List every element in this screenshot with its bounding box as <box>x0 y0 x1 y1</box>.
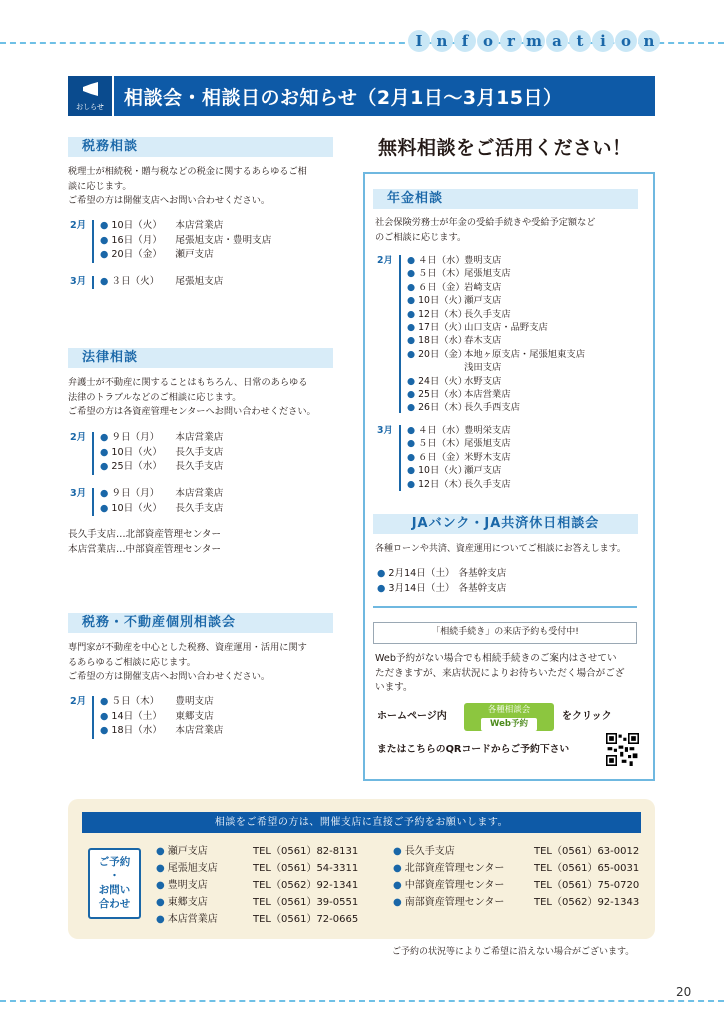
schedule-date: 10日（火） <box>418 465 468 477</box>
schedule-item: ● 25日（水） 長久手支店 <box>100 460 223 475</box>
schedule-place: 尾張旭支店 <box>175 276 224 287</box>
schedule-date: 14日（土） <box>111 710 162 722</box>
schedule-item: ● ４日（水）豊明栄支店 <box>407 425 511 436</box>
schedule-item: ● ５日（木）尾張旭支店 <box>407 438 511 450</box>
branch-name: 瀬戸支店 <box>167 846 208 857</box>
legal-description <box>68 376 343 420</box>
schedule-place: 本店営業店 <box>464 388 511 400</box>
branch-name: 中部資産管理センター <box>404 880 505 891</box>
schedule-place: 尾張旭支店 <box>464 438 511 450</box>
web-button-top-label: 各種相談会 <box>487 705 531 715</box>
pension-section-heading: 年金相談 <box>373 189 638 209</box>
schedule-item: ● 10日（火）瀬戸支店 <box>407 295 502 307</box>
branch-tel: TEL（0561）63-0012 <box>534 846 640 857</box>
schedule-place: 豊明支店 <box>175 696 214 707</box>
schedule-item: ● 10日（火） 長久手支店 <box>100 502 223 517</box>
schedule-date: 16日（月） <box>111 234 162 246</box>
tax-description <box>68 165 338 209</box>
schedule-place: 長久手支店 <box>175 461 224 472</box>
schedule-item: ● 12日（木）長久手支店 <box>407 478 511 490</box>
schedule-date: 20日（金） <box>111 249 162 260</box>
realestate-description <box>68 641 343 685</box>
footnote: ご予約の状況等によりご希望に沿えない場合がございます。 <box>392 947 635 957</box>
banner-letter: i <box>592 30 614 52</box>
banner-letter: n <box>638 30 660 52</box>
schedule-item: ● 26日（木）長久手西支店 <box>407 402 520 414</box>
branch-tel: TEL（0562）92-1343 <box>534 897 640 908</box>
schedule-place: 尾張旭支店・豊明支店 <box>175 234 272 246</box>
schedule-date: ５日（木） <box>418 438 465 450</box>
month-bar <box>92 432 94 475</box>
branch-tel: TEL（0561）39-0551 <box>253 897 359 908</box>
schedule-date: 17日（火） <box>418 321 468 333</box>
page-title-bar <box>68 76 655 116</box>
notice-icon-box <box>68 76 114 116</box>
holiday-list <box>377 566 506 596</box>
banner-letter: o <box>615 30 637 52</box>
month-bar <box>92 488 94 516</box>
schedule-item: ● 10日（火） 本店営業店 <box>100 219 271 234</box>
schedule-place: 長久手支店 <box>464 308 511 320</box>
schedule-date: 12日（木） <box>418 478 468 490</box>
reservation-label-line: ・ <box>109 870 120 882</box>
reservation-label-line: 合わせ <box>98 898 131 910</box>
schedule-place: 山口支店・品野支店 <box>464 321 548 333</box>
month-label: 2月 <box>70 220 87 231</box>
schedule-date: ５日（木） <box>111 696 160 707</box>
schedule-date: 18日（水） <box>111 725 162 736</box>
pension-description-line: のご相談に応じます。 <box>375 231 467 243</box>
schedule-date: 10日（火） <box>111 446 162 458</box>
holiday-section-heading: JAバンク・JA共済休日相談会 <box>373 514 638 534</box>
banner-letter: a <box>546 30 568 52</box>
banner-letter: f <box>454 30 476 52</box>
schedule-item: ● ４日（水）豊明支店 <box>407 255 502 266</box>
branch-item: ● 中部資産管理センター TEL（0561）75-0720 <box>393 877 643 894</box>
month-bar <box>399 255 401 413</box>
month-label: 2月 <box>70 432 87 443</box>
schedule-date: ９日（月） <box>111 488 160 499</box>
banner-letter: n <box>431 30 453 52</box>
schedule-item-continued <box>407 361 585 374</box>
month-label: 2月 <box>70 696 87 707</box>
schedule-place: 長久手支店 <box>175 502 224 514</box>
holiday-place: 各基幹支店 <box>458 583 507 594</box>
click-label: をクリック <box>562 711 612 722</box>
reservation-label-box <box>88 848 141 919</box>
realestate-description-line: るあらゆるご相談に応じます。 <box>68 656 196 668</box>
month-bar <box>92 276 94 289</box>
schedule-item: ● ６日（金）米野木支店 <box>407 451 511 463</box>
month-bar <box>399 425 401 491</box>
banner-letter: o <box>477 30 499 52</box>
legal-note: 長久手支店…北部資産管理センター <box>68 529 222 540</box>
branch-name: 本店営業店 <box>167 914 218 925</box>
schedule-place: 瀬戸支店 <box>464 295 502 307</box>
schedule-place: 瀬戸支店 <box>175 249 214 260</box>
month-label: 3月 <box>70 276 87 287</box>
schedule-date: ４日（水） <box>418 425 465 436</box>
schedule-date: ９日（月） <box>111 432 160 443</box>
branch-list-right <box>393 843 643 911</box>
schedule-item: ● 14日（土） 東郷支店 <box>100 710 223 725</box>
schedule-item: ● 17日（火）山口支店・品野支店 <box>407 321 548 333</box>
schedule-date: 24日（火） <box>418 375 468 387</box>
bottom-dashed-line <box>0 1000 724 1002</box>
branch-name: 尾張旭支店 <box>167 863 218 874</box>
web-button-bottom-label: Web予約 <box>481 718 537 731</box>
legal-description-line: 法律のトラブルなどのご相談に応じます。 <box>68 391 242 403</box>
section-divider <box>373 606 637 608</box>
schedule-date: 10日（火） <box>111 502 162 514</box>
schedule-item: ● 25日（水）本店営業店 <box>407 388 511 400</box>
tax-description-line: 談に応じます。 <box>68 180 132 192</box>
schedule-date: 18日（水） <box>418 335 468 347</box>
schedule-place: 本店営業店 <box>175 488 224 499</box>
branch-tel: TEL（0561）54-3311 <box>253 863 359 874</box>
realestate-schedule-feb <box>70 695 330 741</box>
schedule-date: 10日（火） <box>111 220 162 231</box>
page-title: 相談会・相談日のお知らせ（2月1日〜3月15日） <box>124 86 563 109</box>
schedule-date: 10日（火） <box>418 295 468 307</box>
schedule-item: ● 10日（火） 長久手支店 <box>100 446 223 461</box>
web-description-line: ただきますが、来店状況によりお待ちいただく場合がござ <box>375 667 625 679</box>
branch-name: 豊明支店 <box>167 880 208 891</box>
schedule-date: 12日（木） <box>418 308 468 320</box>
holiday-date: 3月14日（土） <box>388 583 455 594</box>
schedule-date: ３日（火） <box>111 276 160 287</box>
branch-name: 北部資産管理センター <box>404 863 505 874</box>
branch-item: ● 尾張旭支店 TEL（0561）54-3311 <box>156 860 366 877</box>
holiday-description: 各種ローンや共済、資産運用についてご相談にお答えします。 <box>375 544 626 554</box>
branch-tel: TEL（0561）65-0031 <box>534 863 640 874</box>
branch-tel: TEL（0561）82-8131 <box>253 846 359 857</box>
holiday-date: 2月14日（土） <box>388 568 455 579</box>
page-number: 20 <box>676 985 692 999</box>
holiday-item: ● 3月14日（土） 各基幹支店 <box>377 583 507 594</box>
schedule-item: ● 16日（月） 尾張旭支店・豊明支店 <box>100 234 271 249</box>
schedule-date: 25日（水） <box>111 461 162 472</box>
schedule-place: 尾張旭支店 <box>464 268 511 280</box>
qr-label: またはこちらのQRコードからご予約下さい <box>377 744 570 755</box>
branch-list-left <box>156 843 366 928</box>
schedule-place: 長久手支店 <box>464 478 511 490</box>
web-reservation-button[interactable] <box>464 703 554 731</box>
branch-item: ● 瀬戸支店 TEL（0561）82-8131 <box>156 843 366 860</box>
schedule-item: ● 24日（火）水野支店 <box>407 375 502 387</box>
tax-schedule-mar <box>70 275 330 291</box>
schedule-date: ６日（金） <box>418 451 465 463</box>
branch-name: 南部資産管理センター <box>404 897 505 908</box>
realestate-section-heading: 税務・不動産個別相談会 <box>68 613 333 633</box>
schedule-item: ● 10日（火）瀬戸支店 <box>407 465 502 477</box>
schedule-item: ● ６日（金）岩崎支店 <box>407 281 502 293</box>
homepage-label: ホームページ内 <box>377 711 447 722</box>
holiday-item: ● 2月14日（土） 各基幹支店 <box>377 568 507 579</box>
realestate-description-line: 専門家が不動産を中心とした税務、資産運用・活用に関す <box>68 642 307 653</box>
schedule-place: 豊明支店 <box>464 255 502 266</box>
banner-letter: I <box>408 30 430 52</box>
schedule-date: ５日（木） <box>418 268 465 280</box>
legal-schedule-mar <box>70 487 330 518</box>
free-consultation-heading: 無料相談をご活用ください！ <box>378 137 632 159</box>
contact-heading: 相談をご希望の方は、開催支店に直接ご予約をお願いします。 <box>82 812 641 833</box>
schedule-place: 岩崎支店 <box>464 281 502 293</box>
web-description-line: Web予約がない場合でも相続手続きのご案内はさせてい <box>375 653 617 664</box>
legal-note: 本店営業店…中部資産管理センター <box>68 543 222 555</box>
schedule-place: 瀬戸支店 <box>464 465 502 477</box>
information-banner <box>408 30 660 52</box>
branch-tel: TEL（0561）75-0720 <box>534 880 640 891</box>
schedule-item: ● 18日（水）春木支店 <box>407 335 502 347</box>
schedule-place: 春木支店 <box>464 335 502 347</box>
schedule-item: ● ３日（火） 尾張旭支店 <box>100 275 223 290</box>
month-bar <box>92 696 94 739</box>
schedule-date: 26日（木） <box>418 402 468 414</box>
schedule-item: ● 20日（金） 瀬戸支店 <box>100 248 271 263</box>
tax-section-heading: 税務相談 <box>68 137 333 157</box>
branch-item: ● 南部資産管理センター TEL（0562）92-1343 <box>393 894 643 911</box>
schedule-place: 米野木支店 <box>464 451 511 463</box>
qr-code-icon[interactable] <box>606 733 639 766</box>
month-label: 2月 <box>377 255 393 266</box>
branch-tel: TEL（0562）92-1341 <box>253 880 359 891</box>
schedule-item: ● ９日（月） 本店営業店 <box>100 431 223 446</box>
schedule-place: 東郷支店 <box>175 710 214 722</box>
schedule-date: 20日（金） <box>418 348 468 360</box>
branch-item: ● 長久手支店 TEL（0561）63-0012 <box>393 843 643 860</box>
reservation-label-line: ご予約 <box>98 856 131 868</box>
pension-schedule-mar <box>377 424 637 492</box>
schedule-place: 本店営業店 <box>175 725 224 736</box>
megaphone-icon <box>81 82 101 96</box>
schedule-item: ● 18日（水） 本店営業店 <box>100 724 223 739</box>
tax-description-line: 税理士が相続税・贈与税などの税金に関するあらゆるご相 <box>68 166 307 177</box>
pension-description <box>375 216 645 245</box>
schedule-place: 本店営業店 <box>175 220 224 231</box>
schedule-item: ● ９日（月） 本店営業店 <box>100 487 223 502</box>
branch-name: 長久手支店 <box>404 846 455 857</box>
tax-description-line: ご希望の方は開催支店へお問い合わせください。 <box>68 195 271 206</box>
schedule-place: 長久手支店 <box>175 446 224 458</box>
legal-schedule-feb <box>70 431 330 477</box>
legal-description-line: 弁護士が不動産に関することはもちろん、日常のあらゆる <box>68 377 308 388</box>
web-description <box>375 652 647 696</box>
inheritance-notice: 「相続手続き」の来店予約も受付中! <box>373 622 637 644</box>
branch-item: ● 豊明支店 TEL（0562）92-1341 <box>156 877 366 894</box>
schedule-item: ● ５日（木）尾張旭支店 <box>407 268 511 280</box>
schedule-place: 豊明栄支店 <box>464 425 511 436</box>
month-bar <box>92 220 94 263</box>
schedule-place: 本地ヶ原支店・尾張旭東支店 <box>464 348 585 360</box>
notice-icon-label: おしらせ <box>76 103 104 111</box>
branch-name: 東郷支店 <box>167 897 208 908</box>
legal-section-heading: 法律相談 <box>68 348 333 368</box>
web-description-line: います。 <box>375 682 413 693</box>
branch-item: ● 北部資産管理センター TEL（0561）65-0031 <box>393 860 643 877</box>
schedule-place: 浅田支店 <box>464 362 502 374</box>
tax-schedule-feb <box>70 219 330 265</box>
schedule-date: ６日（金） <box>418 281 465 293</box>
schedule-place: 水野支店 <box>464 375 502 387</box>
schedule-item: ● 20日（金）本地ヶ原支店・尾張旭東支店 <box>407 348 585 360</box>
schedule-place: 長久手西支店 <box>464 402 520 414</box>
schedule-place: 本店営業店 <box>175 432 224 443</box>
realestate-description-line: ご希望の方は開催支店へお問い合わせください。 <box>68 671 271 682</box>
branch-item: ● 本店営業店 TEL（0561）72-0665 <box>156 911 366 928</box>
pension-description-line: 社会保険労務士が年金の受給手続きや受給予定額など <box>375 217 596 228</box>
holiday-place: 各基幹支店 <box>458 568 507 579</box>
legal-notes <box>68 528 338 557</box>
reservation-label-line: お問い <box>98 884 131 896</box>
month-label: 3月 <box>377 425 393 436</box>
branch-tel: TEL（0561）72-0665 <box>253 914 359 925</box>
banner-letter: t <box>569 30 591 52</box>
branch-item: ● 東郷支店 TEL（0561）39-0551 <box>156 894 366 911</box>
month-label: 3月 <box>70 488 87 499</box>
legal-description-line: ご希望の方は各資産管理センターへお問い合わせください。 <box>68 406 316 417</box>
banner-letter: m <box>523 30 545 52</box>
banner-letter: r <box>500 30 522 52</box>
schedule-item: ● ５日（木） 豊明支店 <box>100 695 223 710</box>
schedule-date: ４日（水） <box>418 255 465 266</box>
schedule-item: ● 12日（木）長久手支店 <box>407 308 511 320</box>
schedule-date: 25日（水） <box>418 388 468 400</box>
pension-schedule-feb <box>377 254 637 414</box>
